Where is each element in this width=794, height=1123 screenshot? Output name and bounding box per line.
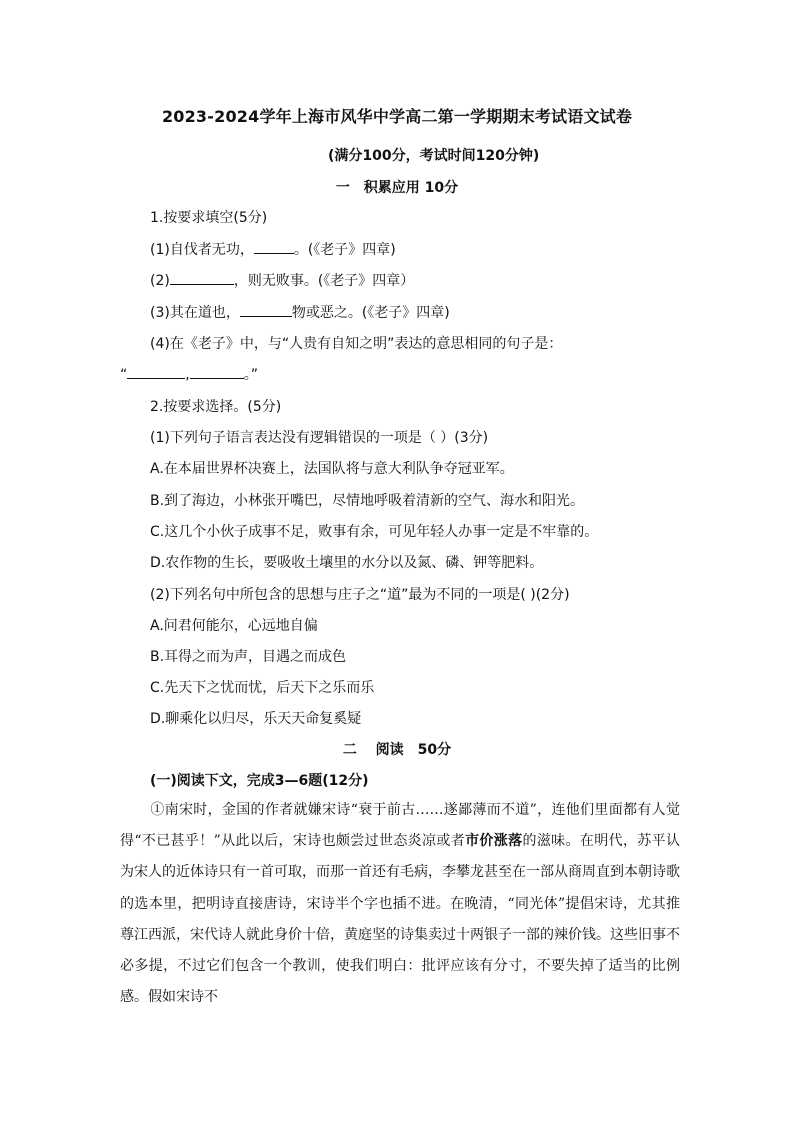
q1-line-5: [120, 364, 258, 384]
answer-blank[interactable]: [170, 270, 234, 285]
q2-part-1-option-a: A.在本届世界杯决赛上，法国队将与意大利队争夺冠亚军。: [150, 461, 514, 477]
reading-1-heading: (一)阅读下文，完成3—6题(12分): [150, 773, 369, 789]
exam-subtitle: (满分100分，考试时间120分钟): [328, 148, 540, 164]
answer-blank[interactable]: [254, 239, 294, 254]
passage-text-2: 的滋味。在明代，苏平认为宋人的近体诗只有一首可取，而那一首还有毛病，李攀龙甚至在一部从商周直到本朝诗歌的选本里，把明诗直接唐诗，宋诗半个字也插不进。在晚清，“同光体”提倡宋诗，尤其推尊江西派，宋代诗人就此身价十倍，黄庭坚的诗集卖过十两银子一部的辣价钱。这些旧事不必多提，不过它们包含一个教训，使我们明白：批评应该有分寸，不要失掉了适当的比例感。假如宋诗不: [120, 833, 680, 1006]
open-quote: “: [120, 367, 128, 383]
passage-text-1: ①南宋时，金国的作者就嫌宋诗“衰于前古……遂鄙薄而不道”，连他们里面都有人觉得“不已甚乎！”从此以后，宋诗也颇尝过世态炎凉或者: [120, 802, 680, 850]
q2-part-2-option-c: C.先天下之忧而忧，后天下之乐而乐: [150, 680, 375, 696]
q2-part-1-option-b: B.到了海边，小林张开嘴巴，尽情地呼吸着清新的空气、海水和阳光。: [150, 493, 585, 509]
q1-line-2-post: ，则无败事。(《老子》四章）: [233, 273, 415, 289]
q2-part-2-option-b: B.耳得之而为声，目遇之而成色: [150, 649, 347, 665]
q1-line-2: [150, 270, 414, 290]
q2-part-1: (1)下列句子语言表达没有逻辑错误的一项是（ ）(3分): [150, 430, 489, 446]
answer-blank[interactable]: [127, 364, 185, 379]
q2-part-1-option-c: C.这几个小伙子成事不足，败事有余，可见年轻人办事一定是不牢靠的。: [150, 524, 599, 540]
q1-line-3-pre: (3)其在道也，: [150, 305, 240, 321]
answer-blank[interactable]: [240, 302, 292, 317]
section-1-heading: 一 积累应用 10分: [335, 180, 459, 196]
q2-part-2-option-a: A.问君何能尔，心远地自偏: [150, 618, 318, 634]
separator: ,: [185, 367, 190, 383]
close-quote: 。”: [243, 367, 258, 383]
q1-line-1: [150, 239, 396, 259]
q2-part-2: (2)下列名句中所包含的思想与庄子之“道”最为不同的一项是( )(2分): [150, 587, 570, 603]
q1-line-3-post: 物或恶之。(《老子》四章): [291, 305, 450, 321]
q1-line-1-post: 。(《老子》四章): [293, 242, 396, 258]
q2-part-1-option-d: D.农作物的生长，要吸收土壤里的水分以及氮、磷、钾等肥料。: [150, 555, 544, 571]
q2-part-2-option-d: D.聊乘化以归尽，乐天天命复奚疑: [150, 711, 362, 727]
answer-blank[interactable]: [190, 364, 244, 379]
section-2-heading: 二 阅读 50分: [342, 742, 452, 758]
q1-line-2-pre: (2): [150, 273, 170, 289]
q1-line-4: (4)在《老子》中，与“人贵有自知之明”表达的意思相同的句子是：: [150, 336, 563, 352]
q2-stem: 2.按要求选择。(5分): [150, 399, 282, 415]
exam-title: 2023-2024学年上海市风华中学高二第一学期期末考试语文试卷: [161, 107, 633, 126]
reading-passage: [120, 795, 680, 1013]
passage-emphasis: 市价涨落: [465, 833, 523, 850]
q1-stem: 1.按要求填空(5分): [150, 210, 268, 226]
q1-line-3: [150, 302, 450, 322]
q1-line-1-pre: (1)自伐者无功，: [150, 242, 254, 258]
